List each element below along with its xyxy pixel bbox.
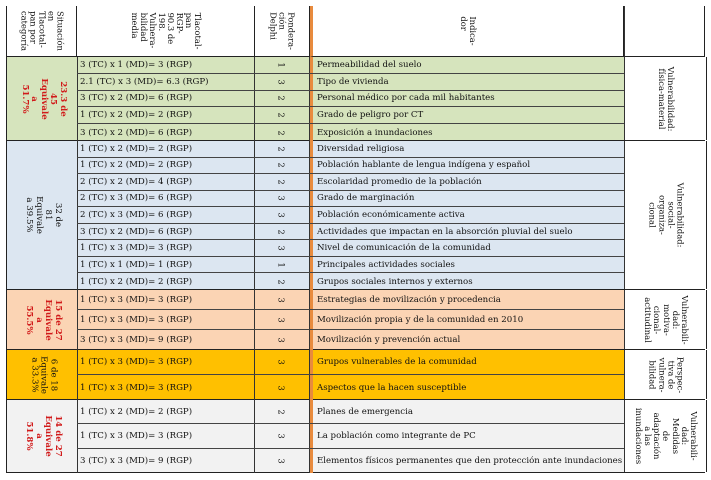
situacion-line: 6 de 18 (47, 358, 58, 391)
formula-cell: 3 (TC) x 2 (MD)= 6 (RGP) (77, 91, 255, 107)
ponderacion-value: 3 (277, 316, 287, 323)
formula-cell: 3 (TC) x 3 (MD)= 9 (RGP) (77, 330, 255, 350)
ponderacion-value: 3 (277, 458, 287, 464)
ponderacion-cell (255, 375, 310, 400)
formula-cell: 2 (TC) x 3 (MD)= 6 (RGP) (77, 191, 255, 207)
table-row (77, 330, 624, 350)
indicador-cell: Exposición a inundaciones (310, 124, 624, 141)
group-motivacional (6, 290, 705, 350)
vulnerability-table (6, 6, 705, 472)
situacion-line: 51.7% (19, 83, 30, 114)
indicador-cell: Escolaridad promedio de la población (310, 174, 624, 190)
header-situacion (6, 6, 77, 57)
ponderacion-value: 3 (277, 359, 287, 365)
dimension-cell (624, 400, 707, 472)
group-adaptacion (6, 400, 705, 473)
formula-cell: 1 (TC) x 1 (MD)= 1 (RGP) (77, 257, 255, 273)
situacion-line: 51.8% (24, 421, 34, 451)
situacion-line: Equivale a (33, 415, 53, 457)
indicador-cell: Estrategias de movilización y procedencia (310, 290, 624, 309)
indicador-cell: Nivel de comunicación de la comunidad (310, 240, 624, 256)
ponderacion-cell (255, 350, 310, 374)
header-ponderacion-text: Pondera- ción Delphi (268, 12, 297, 50)
ponderacion-cell (255, 290, 310, 309)
situacion-line: Equivale (38, 355, 49, 394)
table-row (77, 310, 624, 330)
formula-cell: 1 (TC) x 3 (MD)= 3 (RGP) (77, 375, 255, 400)
group-fisica (6, 57, 705, 141)
header-indicador (310, 6, 624, 57)
formula-cell: 3 (TC) x 1 (MD)= 3 (RGP) (77, 57, 255, 73)
ponderacion-cell (255, 330, 310, 350)
formula-cell: 1 (TC) x 3 (MD)= 3 (RGP) (77, 310, 255, 329)
table-row (77, 91, 624, 108)
situacion-line: 32 de 81 (43, 202, 63, 228)
ponderacion-value: 3 (277, 245, 287, 251)
ponderacion-cell (255, 400, 310, 423)
header-tlacotalpan (77, 6, 255, 57)
situacion-line: 14 de 27 (52, 415, 63, 457)
situacion-line: Equivale a (33, 298, 53, 341)
situacion-line: Equivale a (28, 77, 49, 120)
ponderacion-value: 1 (277, 62, 287, 68)
dimension-text: Perspec- tiva de vulnera- bilidad (647, 356, 685, 393)
ponderacion-cell (255, 207, 310, 223)
formula-cell: 1 (TC) x 2 (MD)= 2 (RGP) (77, 400, 255, 423)
table-row (77, 74, 624, 91)
header-tlacotalpan-text: Tlacotal- pan RGP- 90.3 de 198. Vulnera- bilidad media (129, 12, 203, 50)
table-row (77, 141, 624, 158)
formula-cell: 1 (TC) x 2 (MD)= 2 (RGP) (77, 273, 255, 290)
dimension-text: Vulnerabilidad: física-material (656, 66, 676, 131)
formula-cell: 3 (TC) x 2 (MD)= 6 (RGP) (77, 224, 255, 240)
ponderacion-value: 2 (277, 112, 287, 118)
indicador-cell: Aspectos que la hacen susceptible (310, 375, 624, 400)
ponderacion-cell (255, 91, 310, 107)
dimension-cell (624, 57, 707, 140)
group-perspectiva (6, 350, 705, 400)
table-row (77, 449, 624, 473)
ponderacion-value: 3 (277, 433, 287, 439)
table-row (77, 191, 624, 208)
formula-cell: 2 (TC) x 2 (MD)= 4 (RGP) (77, 174, 255, 190)
situacion-line: 15 de 27 (52, 298, 63, 341)
formula-cell: 3 (TC) x 2 (MD)= 6 (RGP) (77, 124, 255, 141)
situacion-line: 55.5% (24, 304, 34, 335)
ponderacion-cell (255, 174, 310, 190)
indicador-cell: Elementos físicos permanentes que den protección ante inundaciones (310, 449, 624, 473)
table-row (77, 424, 624, 448)
table-row (77, 158, 624, 175)
situacion-text (24, 299, 62, 340)
table-row (77, 400, 624, 424)
indicador-cell: Grupos sociales internos y externos (310, 273, 624, 290)
situacion-cell (6, 57, 78, 140)
indicador-cell: Grado de peligro por CT (310, 107, 624, 123)
ponderacion-cell (255, 57, 310, 73)
ponderacion-value: 3 (277, 212, 287, 218)
formula-cell: 1 (TC) x 2 (MD)= 2 (RGP) (77, 107, 255, 123)
situacion-cell (6, 141, 78, 289)
formula-cell: 2 (TC) x 3 (MD)= 6 (RGP) (77, 207, 255, 223)
situacion-text (28, 356, 57, 394)
indicador-cell: Personal médico por cada mil habitantes (310, 91, 624, 107)
ponderacion-cell (255, 74, 310, 90)
indicador-cell: Grado de marginación (310, 191, 624, 207)
ponderacion-cell (255, 310, 310, 329)
indicador-cell: Permeabilidad del suelo (310, 57, 624, 73)
formula-cell: 3 (TC) x 3 (MD)= 9 (RGP) (77, 449, 255, 473)
ponderacion-value: 3 (277, 79, 287, 85)
indicador-cell: Movilización propia y de la comunidad en 2010 (310, 310, 624, 329)
formula-cell: 2.1 (TC) x 3 (MD)= 6.3 (RGP) (77, 74, 255, 90)
dimension-text: Vulnerabilidad: social-organiza- cional (647, 182, 685, 248)
indicador-cell: Principales actividades sociales (310, 257, 624, 273)
table-row (77, 240, 624, 257)
ponderacion-value: 2 (277, 162, 287, 168)
situacion-cell (6, 290, 78, 349)
indicador-cell: La población como integrante de PC (310, 424, 624, 447)
ponderacion-cell (255, 124, 310, 141)
ponderacion-cell (255, 257, 310, 273)
ponderacion-value: 3 (277, 195, 287, 202)
formula-cell: 1 (TC) x 3 (MD)= 3 (RGP) (77, 290, 255, 309)
situacion-line: 23.3 de 45 (47, 80, 68, 117)
indicador-cell: Diversidad religiosa (310, 141, 624, 157)
table-row (77, 124, 624, 141)
header-ponderacion (255, 6, 310, 57)
situacion-line: Equivale a 39.5% (24, 196, 44, 234)
indicador-cell: Actividades que impactan en la absorción pluvial del suelo (310, 224, 624, 240)
situacion-text (24, 196, 62, 234)
indicador-cell: Tipo de vivienda (310, 74, 624, 90)
table-row (77, 257, 624, 274)
ponderacion-value: 2 (277, 95, 287, 102)
ponderacion-value: 3 (277, 296, 287, 303)
formula-cell: 1 (TC) x 3 (MD)= 3 (RGP) (77, 350, 255, 374)
ponderacion-value: 3 (277, 384, 287, 391)
ponderacion-value: 2 (277, 146, 287, 152)
table-row (77, 107, 624, 124)
ponderacion-value: 1 (277, 261, 287, 268)
ponderacion-value: 2 (277, 279, 287, 285)
table-row (77, 350, 624, 375)
ponderacion-cell (255, 449, 310, 473)
ponderacion-cell (255, 141, 310, 157)
dimension-cell (624, 350, 707, 399)
indicador-cell: Población hablante de lengua indígena y español (310, 158, 624, 174)
ponderacion-cell (255, 158, 310, 174)
table-row (77, 207, 624, 224)
situacion-text (19, 78, 67, 119)
formula-cell: 1 (TC) x 2 (MD)= 2 (RGP) (77, 141, 255, 157)
header-indicador-text: Indica- dor (459, 16, 478, 46)
ponderacion-cell (255, 107, 310, 123)
group-social (6, 141, 705, 290)
formula-cell: 1 (TC) x 2 (MD)= 2 (RGP) (77, 158, 255, 174)
indicador-cell: Movilización y prevención actual (310, 330, 624, 350)
dimension-cell (624, 141, 707, 289)
dimension-cell (624, 290, 707, 349)
dimension-text: Vulnerabili- dad: motiva- cional- actitudinal (642, 294, 690, 345)
ponderacion-cell (255, 191, 310, 207)
situacion-text (24, 415, 62, 456)
table-row (77, 57, 624, 74)
ponderacion-value: 2 (277, 228, 287, 235)
table-row (77, 273, 624, 290)
ponderacion-cell (255, 240, 310, 256)
formula-cell: 1 (TC) x 3 (MD)= 3 (RGP) (77, 240, 255, 256)
header-dimension (624, 6, 705, 57)
ponderacion-value: 2 (277, 129, 287, 136)
ponderacion-value: 3 (277, 337, 287, 343)
indicador-cell: Grupos vulnerables de la comunidad (310, 350, 624, 374)
situacion-line: a 33.3% (28, 356, 39, 393)
ponderacion-value: 2 (277, 408, 287, 415)
ponderacion-cell (255, 273, 310, 290)
table-row (77, 290, 624, 310)
indicador-cell: Población económicamente activa (310, 207, 624, 223)
table-row (77, 375, 624, 400)
situacion-cell (6, 350, 78, 399)
table-row (77, 224, 624, 241)
table-row (77, 174, 624, 191)
formula-cell: 1 (TC) x 3 (MD)= 3 (RGP) (77, 424, 255, 447)
ponderacion-cell (255, 224, 310, 240)
situacion-cell (6, 400, 78, 472)
ponderacion-value: 2 (277, 179, 287, 185)
dimension-text: Vulnerabili- dad: Medidas de adaptación a las inundaciones (633, 407, 699, 465)
header-situacion-text: Situación en Tlacotal- pan por categoría (19, 10, 65, 52)
ponderacion-cell (255, 424, 310, 447)
indicador-cell: Planes de emergencia (310, 400, 624, 423)
